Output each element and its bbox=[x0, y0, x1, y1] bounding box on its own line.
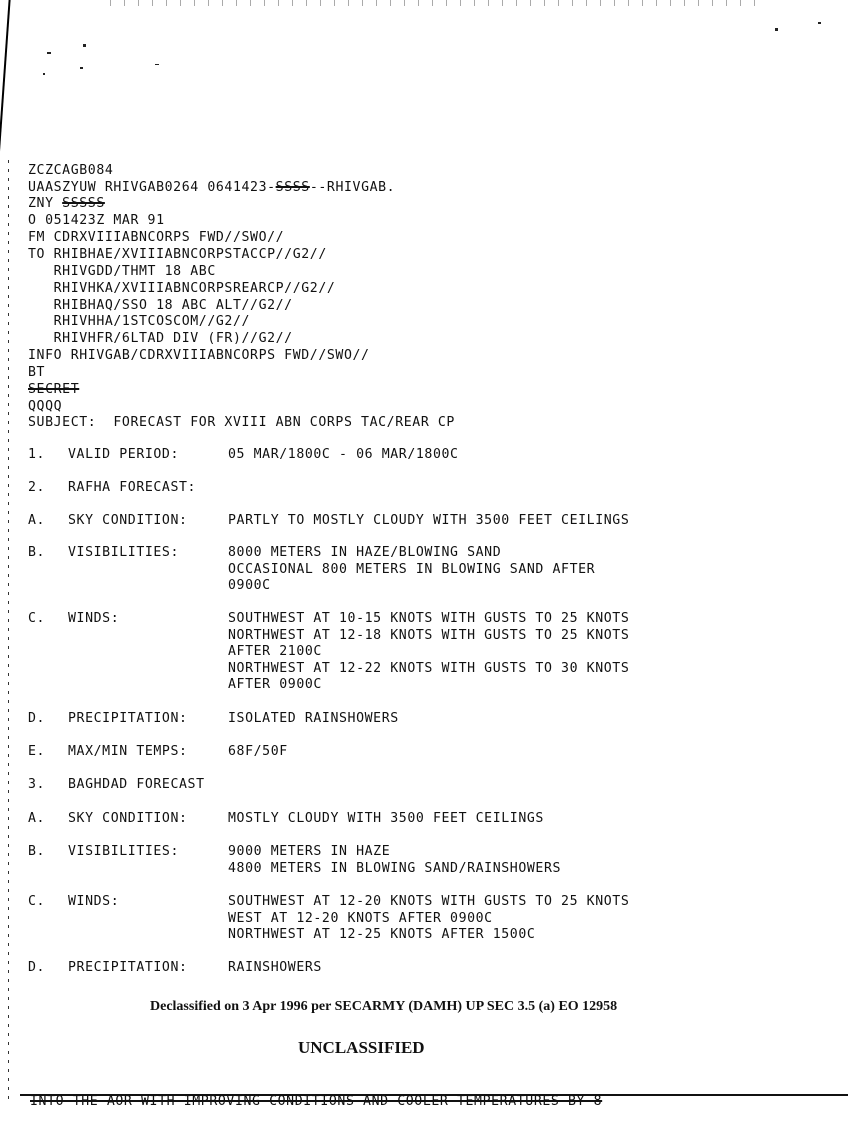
item-number: A. bbox=[28, 811, 46, 826]
item-label: WINDS: bbox=[68, 611, 120, 626]
forecast-item bbox=[28, 611, 828, 694]
struck-text: SSSS bbox=[275, 180, 310, 195]
item-label: VALID PERIOD: bbox=[68, 447, 180, 462]
item-number: C. bbox=[28, 894, 46, 909]
item-value bbox=[228, 894, 629, 944]
item-value-line: PARTLY TO MOSTLY CLOUDY WITH 3500 FEET CEILINGS bbox=[228, 513, 630, 528]
item-label: BAGHDAD FORECAST bbox=[68, 777, 205, 792]
scan-speck bbox=[155, 64, 159, 65]
header-line: BT bbox=[28, 365, 46, 380]
item-label: MAX/MIN TEMPS: bbox=[68, 744, 188, 759]
struck-text: SECRET bbox=[28, 382, 80, 397]
item-number: D. bbox=[28, 711, 46, 726]
item-value bbox=[228, 811, 544, 828]
struck-text: SSSSS bbox=[62, 196, 105, 211]
forecast-item bbox=[28, 447, 828, 464]
header-line bbox=[28, 381, 79, 398]
scan-speck bbox=[80, 67, 83, 69]
item-value-line: NORTHWEST AT 12-22 KNOTS WITH GUSTS TO 30 KNOTS bbox=[228, 660, 630, 676]
item-value bbox=[228, 711, 399, 728]
forecast-item bbox=[28, 844, 828, 877]
header-line: INFO RHIVGAB/CDRXVIIIABNCORPS FWD//SWO// bbox=[28, 348, 370, 363]
header-line: RHIVHKA/XVIIIABNCORPSREARCP//G2// bbox=[28, 281, 336, 296]
item-value-line: 8000 METERS IN HAZE/BLOWING SAND bbox=[228, 545, 502, 560]
item-label: WINDS: bbox=[68, 894, 120, 909]
item-value bbox=[228, 611, 629, 694]
item-value-line: 0900C bbox=[228, 578, 271, 594]
item-value bbox=[228, 447, 459, 464]
item-label: VISIBILITIES: bbox=[68, 844, 180, 859]
scan-speck bbox=[43, 73, 45, 75]
item-value-line: NORTHWEST AT 12-25 KNOTS AFTER 1500C bbox=[228, 927, 536, 943]
header-line: O 051423Z MAR 91 bbox=[28, 213, 165, 228]
forecast-item bbox=[28, 513, 828, 530]
item-value-line: SOUTHWEST AT 12-20 KNOTS WITH GUSTS TO 25 KNOTS bbox=[228, 894, 630, 909]
item-number: 3. bbox=[28, 777, 46, 792]
item-value-line: 68F/50F bbox=[228, 744, 288, 759]
item-value-line: 05 MAR/1800C - 06 MAR/1800C bbox=[228, 447, 459, 462]
forecast-item bbox=[28, 894, 828, 944]
item-value-line: AFTER 2100C bbox=[228, 644, 322, 660]
item-label: PRECIPITATION: bbox=[68, 711, 188, 726]
item-number: A. bbox=[28, 513, 46, 528]
forecast-item bbox=[28, 545, 828, 595]
item-value-line: WEST AT 12-20 KNOTS AFTER 0900C bbox=[228, 910, 493, 926]
classification-marking: UNCLASSIFIED bbox=[298, 1038, 425, 1057]
item-number: B. bbox=[28, 844, 46, 859]
item-value bbox=[228, 545, 595, 595]
forecast-item bbox=[28, 480, 828, 497]
scan-speck bbox=[83, 44, 86, 47]
header-line: ZNY SSSSS bbox=[28, 196, 105, 211]
item-value-line: 9000 METERS IN HAZE bbox=[228, 844, 391, 859]
item-value-line: ISOLATED RAINSHOWERS bbox=[228, 711, 399, 726]
item-number: D. bbox=[28, 960, 46, 975]
item-number: 1. bbox=[28, 447, 46, 462]
header-line: TO RHIBHAE/XVIIIABNCORPSTACCP//G2// bbox=[28, 247, 327, 262]
header-line: ZCZCAGB084 bbox=[28, 163, 114, 178]
header-line: RHIVHHA/1STCOSCOM//G2// bbox=[28, 314, 251, 329]
cutoff-line: INTO THE AOR WITH IMPROVING CONDITIONS AND COOLER TEMPERATURES BY 8 bbox=[30, 1094, 603, 1109]
item-value-line: 4800 METERS IN BLOWING SAND/RAINSHOWERS bbox=[228, 860, 562, 876]
scan-speck bbox=[818, 22, 821, 24]
header-line: FM CDRXVIIIABNCORPS FWD//SWO// bbox=[28, 230, 285, 245]
item-value bbox=[228, 844, 561, 877]
item-value bbox=[228, 744, 288, 761]
item-value bbox=[228, 960, 322, 977]
item-value-line: SOUTHWEST AT 10-15 KNOTS WITH GUSTS TO 25 KNOTS bbox=[228, 611, 630, 626]
forecast-item bbox=[28, 811, 828, 828]
item-label: PRECIPITATION: bbox=[68, 960, 188, 975]
header-line: QQQQ bbox=[28, 399, 63, 414]
header-line: UAASZYUW RHIVGAB0264 0641423-SSSS--RHIVGAB. bbox=[28, 180, 396, 195]
item-label: SKY CONDITION: bbox=[68, 513, 188, 528]
header-line: RHIBHAQ/SSO 18 ABC ALT//G2// bbox=[28, 298, 293, 313]
item-value-line: NORTHWEST AT 12-18 KNOTS WITH GUSTS TO 25 KNOTS bbox=[228, 627, 630, 643]
forecast-item bbox=[28, 777, 828, 794]
item-number: C. bbox=[28, 611, 46, 626]
item-number: 2. bbox=[28, 480, 46, 495]
item-value-line: AFTER 0900C bbox=[228, 677, 322, 693]
item-label: SKY CONDITION: bbox=[68, 811, 188, 826]
scan-speck bbox=[775, 28, 778, 31]
scan-left-dots bbox=[8, 160, 9, 1100]
declassified-stamp: Declassified on 3 Apr 1996 per SECARMY (DAMH) UP SEC 3.5 (a) EO 12958 bbox=[150, 999, 618, 1014]
forecast-item bbox=[28, 960, 828, 977]
forecast-item bbox=[28, 711, 828, 728]
item-value-line: OCCASIONAL 800 METERS IN BLOWING SAND AFTER bbox=[228, 561, 596, 577]
header-line: RHIVGDD/THMT 18 ABC bbox=[28, 264, 216, 279]
item-value-line: MOSTLY CLOUDY WITH 3500 FEET CEILINGS bbox=[228, 811, 544, 826]
scan-top-noise bbox=[110, 0, 758, 6]
forecast-item bbox=[28, 744, 828, 761]
item-number: B. bbox=[28, 545, 46, 560]
item-label: VISIBILITIES: bbox=[68, 545, 180, 560]
scan-speck bbox=[47, 52, 51, 54]
item-number: E. bbox=[28, 744, 46, 759]
header-line: SUBJECT: FORECAST FOR XVIII ABN CORPS TAC/REAR CP bbox=[28, 415, 455, 430]
scan-left-edge bbox=[0, 0, 11, 160]
item-value-line: RAINSHOWERS bbox=[228, 960, 322, 975]
header-line: RHIVHFR/6LTAD DIV (FR)//G2// bbox=[28, 331, 293, 346]
item-value bbox=[228, 513, 629, 530]
item-label: RAFHA FORECAST: bbox=[68, 480, 197, 495]
